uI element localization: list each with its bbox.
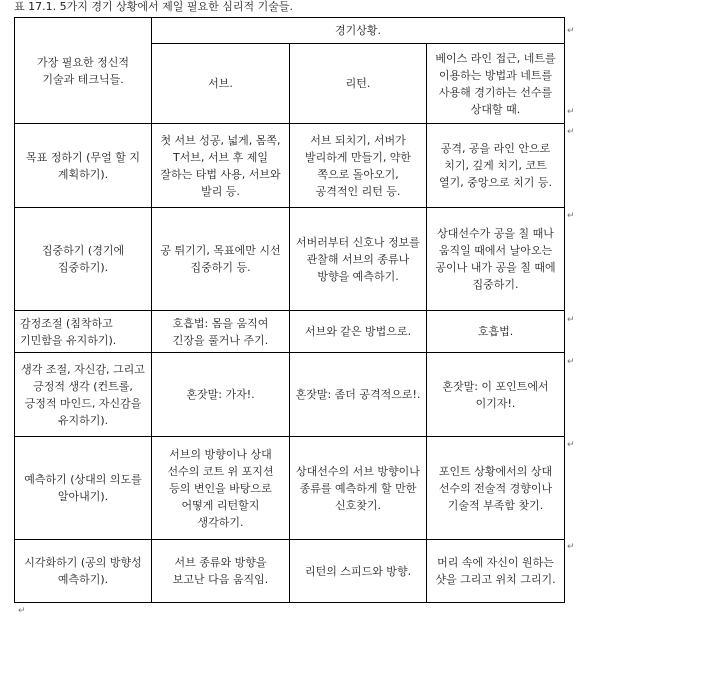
- column-header-net-play: 베이스 라인 접근, 네트를 이용하는 방법과 네트를 사용해 경기하는 선수를 상대할 때.: [427, 44, 565, 124]
- table-cell: 첫 서브 성공, 넓게, 몸쪽, T서브, 서브 후 제일 잘하는 타법 사용, 서브와 발리 등.: [152, 124, 290, 208]
- table-cell: 서브의 방향이나 상대 선수의 코트 위 포지션 등의 변인을 바탕으로 어떻게 리턴할지 생각하기.: [152, 437, 290, 540]
- table-cell: 포인트 상황에서의 상대 선수의 전술적 경향이나 기술적 부족함 찾기.: [427, 437, 565, 540]
- table-cell: 리턴의 스피드와 방향.: [290, 540, 427, 603]
- paragraph-mark: ↵: [567, 315, 575, 325]
- skill-cell: 시각화하기 (공의 방향성 예측하기).: [15, 540, 152, 603]
- skill-cell: 감정조절 (침착하고 기민함을 유지하기).: [15, 311, 152, 353]
- table-row: [15, 124, 565, 208]
- table-cell: 서버러부터 신호나 정보를 관찰해 서브의 종류나 방향을 예측하기.: [290, 208, 427, 311]
- table-caption: 표 17.1. 5가지 경기 상황에서 제일 필요한 심리적 기술들.: [14, 0, 293, 13]
- table-cell: 호흡법: 몸을 움직여 긴장을 풀거나 주기.: [152, 311, 290, 353]
- group-header-cell: 경기상황.: [152, 18, 565, 44]
- paragraph-mark: ↵: [18, 606, 26, 616]
- paragraph-mark: ↵: [567, 127, 575, 137]
- paragraph-mark: ↵: [567, 211, 575, 221]
- table-cell: 머리 속에 자신이 원하는 샷을 그리고 위치 그리기.: [427, 540, 565, 603]
- table-cell: 서브와 같은 방법으로.: [290, 311, 427, 353]
- table-cell: 공 튀기기, 목표에만 시선 집중하기 등.: [152, 208, 290, 311]
- table-cell: 공격, 공을 라인 안으로 치기, 깊게 치기, 코트 열기, 중앙으로 치기 등.: [427, 124, 565, 208]
- table-cell: 상대선수가 공을 칠 때나 움직일 때에서 날아오는 공이나 내가 공을 칠 때에 집중하기.: [427, 208, 565, 311]
- column-header-return: 리턴.: [290, 44, 427, 124]
- table-cell: 서브 종류와 방향을 보고난 다음 움직임.: [152, 540, 290, 603]
- table-cell: 혼잣말: 좀더 공격적으로!.: [290, 353, 427, 437]
- skill-cell: 집중하기 (경기에 집중하기).: [15, 208, 152, 311]
- table-row: [15, 208, 565, 311]
- table-row: [15, 540, 565, 603]
- column-header-serve: 서브.: [152, 44, 290, 124]
- table-cell: 서브 되치기, 서버가 발리하게 만들기, 약한 쪽으로 돌아오기, 공격적인 리턴 등.: [290, 124, 427, 208]
- skills-table: [14, 17, 565, 603]
- table-row: [15, 353, 565, 437]
- table-row: [15, 311, 565, 353]
- paragraph-mark: ↵: [567, 357, 575, 367]
- table-cell: 호흡법.: [427, 311, 565, 353]
- row-header-cell: 가장 필요한 정신적 기술과 테크닉들.: [15, 18, 152, 124]
- skill-cell: 예측하기 (상대의 의도를 알아내기).: [15, 437, 152, 540]
- paragraph-mark: ↵: [567, 26, 575, 36]
- paragraph-mark: ↵: [567, 440, 575, 450]
- paragraph-mark: ↵: [567, 107, 575, 117]
- skill-cell: 목표 정하기 (무얼 할 지 계획하기).: [15, 124, 152, 208]
- paragraph-mark: ↵: [567, 542, 575, 552]
- table-cell: 혼잣말: 가자!.: [152, 353, 290, 437]
- skill-cell: 생각 조절, 자신감, 그리고 긍정적 생각 (컨트롤, 긍정적 마인드, 자신감을 유지하기).: [15, 353, 152, 437]
- table-row: [15, 437, 565, 540]
- table-cell: 혼잣말: 이 포인트에서 이기자!.: [427, 353, 565, 437]
- table-cell: 상대선수의 서브 방향이나 종류를 예측하게 할 만한 신호찾기.: [290, 437, 427, 540]
